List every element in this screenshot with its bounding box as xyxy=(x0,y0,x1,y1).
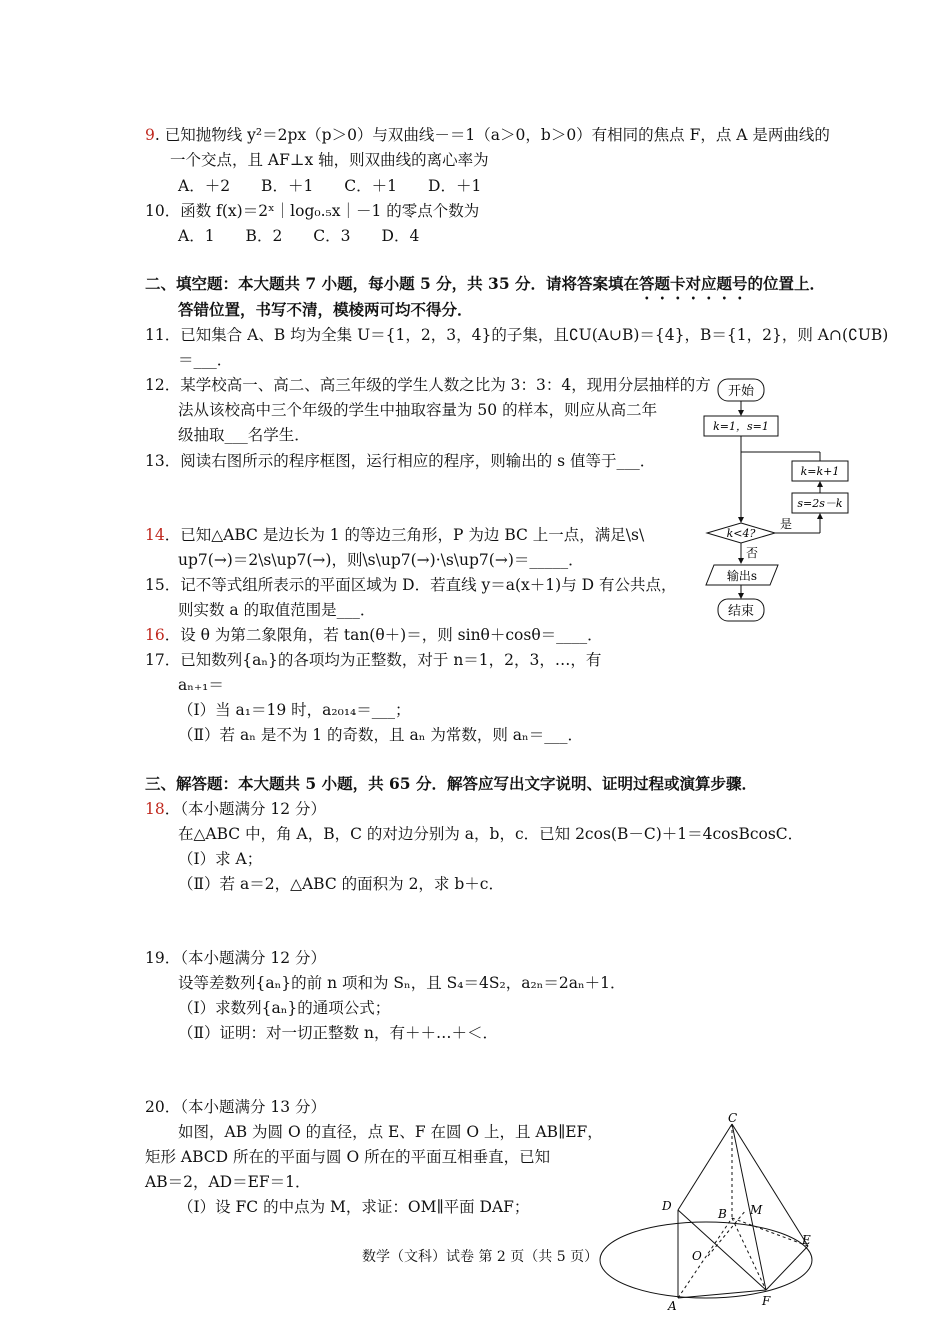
q9-line1 xyxy=(145,124,830,146)
q19-part1: （Ⅰ）求数列{aₙ}的通项公式； xyxy=(178,999,391,1017)
section2-emphasis: 答题卡对应题号 xyxy=(639,274,748,293)
q18-part1: （Ⅰ）求 A； xyxy=(178,850,263,868)
flowchart-condition-text: k<4? xyxy=(726,527,756,540)
label-e: E xyxy=(802,1233,811,1247)
q18-part2: （Ⅱ）若 a＝2，△ABC 的面积为 2，求 b＋c． xyxy=(178,875,504,893)
section2-text-a: 二、填空题：本大题共 7 小题，每小题 5 分，共 35 分．请将答案填在 xyxy=(145,274,640,293)
q18-number: 18 xyxy=(145,800,165,818)
flowchart-yes-label: 是 xyxy=(780,517,793,531)
page-footer: 数学（文科）试卷 第 2 页（共 5 页） xyxy=(362,1249,599,1265)
q15-line2: 则实数 a 的取值范围是___． xyxy=(178,601,376,619)
q9-line2: 一个交点，且 AF⊥x 轴，则双曲线的离心率为 xyxy=(170,151,489,169)
q12-line2: 法从该校高中三个年级的学生中抽取容量为 50 的样本，则应从高二年 xyxy=(178,401,658,419)
flowchart-end-text: 结束 xyxy=(727,604,755,619)
section3-heading: 三、解答题：本大题共 5 小题，共 65 分．解答应写出文字说明、证明过程或演算步骤． xyxy=(145,774,757,793)
q15-line1: 15．记不等式组所表示的平面区域为 D．若直线 y＝a(x＋1)与 D 有公共点， xyxy=(145,576,677,594)
q14-line2: up7(→)＝2\s\up7(→)，则\s\up7(→)·\s\up7(→)＝_____． xyxy=(178,551,584,569)
q19-part2: （Ⅱ）证明：对一切正整数 n，有＋＋…＋＜． xyxy=(178,1024,498,1042)
section2-text-c: 的位置上． xyxy=(747,274,826,293)
q16-text: ．设 θ 为第二象限角，若 tan(θ＋)＝，则 sinθ＋cosθ＝____． xyxy=(164,626,603,644)
label-m: M xyxy=(750,1203,763,1217)
flowchart-start-text: 开始 xyxy=(727,384,755,399)
q19-stem: 设等差数列{aₙ}的前 n 项和为 Sₙ，且 S₄＝4S₂，a₂ₙ＝2aₙ＋1． xyxy=(178,974,626,992)
q20-part1: （Ⅰ）设 FC 的中点为 M，求证：OM∥平面 DAF； xyxy=(178,1198,530,1216)
q11-line2: ＝___． xyxy=(178,351,233,369)
geometry-figure xyxy=(596,1112,820,1312)
q20-line3: AB＝2，AD＝EF＝1． xyxy=(145,1173,311,1191)
q19-header: 19．（本小题满分 12 分） xyxy=(145,949,327,967)
label-c: C xyxy=(728,1112,738,1125)
q20-header: 20．（本小题满分 13 分） xyxy=(145,1098,327,1116)
q16-line1 xyxy=(145,624,603,646)
label-d: D xyxy=(662,1199,672,1213)
label-o: O xyxy=(692,1249,702,1263)
q20-line2: 矩形 ABCD 所在的平面与圆 O 所在的平面互相垂直，已知 xyxy=(145,1148,551,1166)
q20-line1: 如图，AB 为圆 O 的直径，点 E、F 在圆 O 上，且 AB∥EF， xyxy=(178,1123,603,1141)
q13-line1: 13．阅读右图所示的程序框图，运行相应的程序，则输出的 s 值等于___． xyxy=(145,452,656,470)
q16-number: 16 xyxy=(145,626,165,644)
q18-header-text: ．（本小题满分 12 分） xyxy=(164,800,327,818)
q9-number: 9 xyxy=(145,126,155,144)
label-b: B xyxy=(718,1207,727,1221)
q17-line2: aₙ₊₁＝ xyxy=(178,676,224,694)
circle-o xyxy=(600,1222,812,1298)
flowchart-output-text: 输出s xyxy=(726,569,758,583)
q12-line3: 级抽取___名学生． xyxy=(178,426,310,444)
q11-line1: 11．已知集合 A、B 均为全集 U＝{1，2，3，4}的子集，且∁U(A∪B)＝{4}，B＝{1，2}，则 A∩(∁UB) xyxy=(145,326,889,344)
q9-text: . 已知抛物线 y²＝2px（p＞0）与双曲线－＝1（a＞0，b＞0）有相同的焦点 F，点 A 是两曲线的 xyxy=(154,126,830,144)
flowchart-no-label: 否 xyxy=(746,546,759,560)
q14-number: 14 xyxy=(145,526,165,544)
q10-line1: 10．函数 f(x)＝2ˣ｜log₀.₅x｜－1 的零点个数为 xyxy=(145,202,480,220)
flowchart-update-s-text: s=2s－k xyxy=(797,497,843,510)
q17-part1: （Ⅰ）当 a₁＝19 时，a₂₀₁₄＝___； xyxy=(178,701,411,719)
section2-line2: 答错位置，书写不清，模棱两可均不得分． xyxy=(178,300,473,319)
q14-line1 xyxy=(145,524,644,546)
label-f: F xyxy=(762,1294,771,1308)
flowchart-init-text: k=1，s=1 xyxy=(713,420,769,433)
q10-options: A．1 B．2 C．3 D．4 xyxy=(178,227,420,245)
q17-part2: （Ⅱ）若 aₙ 是不为 1 的奇数，且 aₙ 为常数，则 aₙ＝___． xyxy=(178,726,583,744)
q14-text: ．已知△ABC 是边长为 1 的等边三角形，P 为边 BC 上一点，满足\s\ xyxy=(164,526,645,544)
flowchart xyxy=(700,375,860,625)
flowchart-update-k-text: k=k+1 xyxy=(800,465,840,478)
q18-stem: 在△ABC 中，角 A，B，C 的对边分别为 a，b，c．已知 2cos(B－C)＋1＝4cosBcosC． xyxy=(178,825,804,843)
q18-header xyxy=(145,798,326,820)
q12-line1: 12．某学校高一、高二、高三年级的学生人数之比为 3：3：4，现用分层抽样的方 xyxy=(145,376,711,394)
q9-options: A．＋2 B．＋1 C．＋1 D．＋1 xyxy=(178,177,482,195)
label-a: A xyxy=(668,1299,677,1312)
q17-line1: 17．已知数列{aₙ}的各项均为正整数，对于 n＝1，2，3，…，有 xyxy=(145,651,602,669)
